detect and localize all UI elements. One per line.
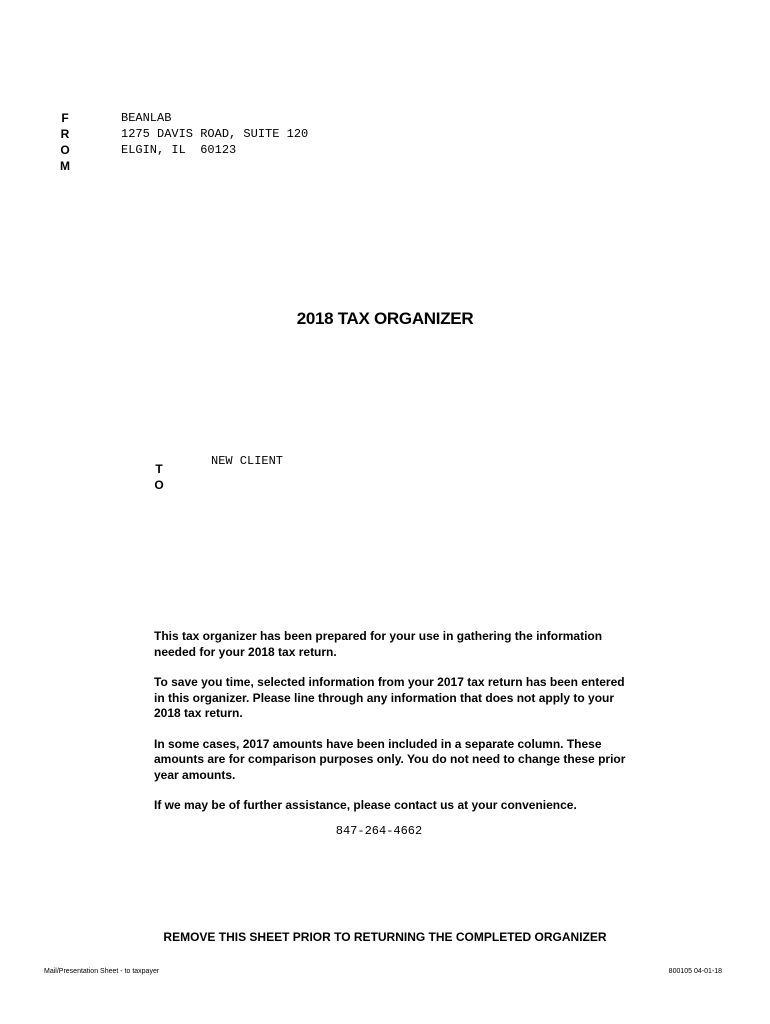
footer-form-code: 800105 04-01-18 bbox=[668, 968, 722, 975]
instruction-paragraph: This tax organizer has been prepared for your use in gathering the information needed for your 2018 tax return. bbox=[154, 629, 603, 659]
instruction-paragraph: If we may be of further assistance, please contact us at your convenience. bbox=[154, 798, 577, 812]
sender-address bbox=[121, 110, 308, 158]
instructions bbox=[154, 629, 634, 829]
instruction-paragraph: To save you time, selected information from your 2017 tax return has been entered in this organizer. Please line through any information that does not apply to your 2018 tax return. bbox=[154, 675, 625, 720]
recipient-name: NEW CLIENT bbox=[211, 454, 284, 468]
page-title: 2018 TAX ORGANIZER bbox=[296, 309, 474, 328]
footer-form-description: Mail/Presentation Sheet - to taxpayer bbox=[44, 968, 160, 975]
from-label-letter: F bbox=[61, 111, 69, 125]
to-label-letter: O bbox=[154, 478, 164, 492]
to-label-letter: T bbox=[155, 462, 163, 476]
sender-name: BEANLAB bbox=[121, 111, 172, 125]
from-label-letter: O bbox=[60, 143, 70, 157]
sender-city-state-zip: ELGIN, IL 60123 bbox=[121, 143, 237, 157]
from-label-letter: M bbox=[60, 159, 70, 173]
to-label bbox=[153, 461, 165, 493]
remove-sheet-notice: REMOVE THIS SHEET PRIOR TO RETURNING THE COMPLETED ORGANIZER bbox=[163, 930, 607, 944]
from-label bbox=[58, 110, 72, 174]
contact-phone: 847-264-4662 bbox=[335, 824, 423, 838]
from-label-letter: R bbox=[60, 127, 70, 141]
sender-street: 1275 DAVIS ROAD, SUITE 120 bbox=[121, 127, 309, 141]
instruction-paragraph: In some cases, 2017 amounts have been included in a separate column. These amounts are for comparison purposes only. You do not need to change these prior year amounts. bbox=[154, 736, 626, 782]
